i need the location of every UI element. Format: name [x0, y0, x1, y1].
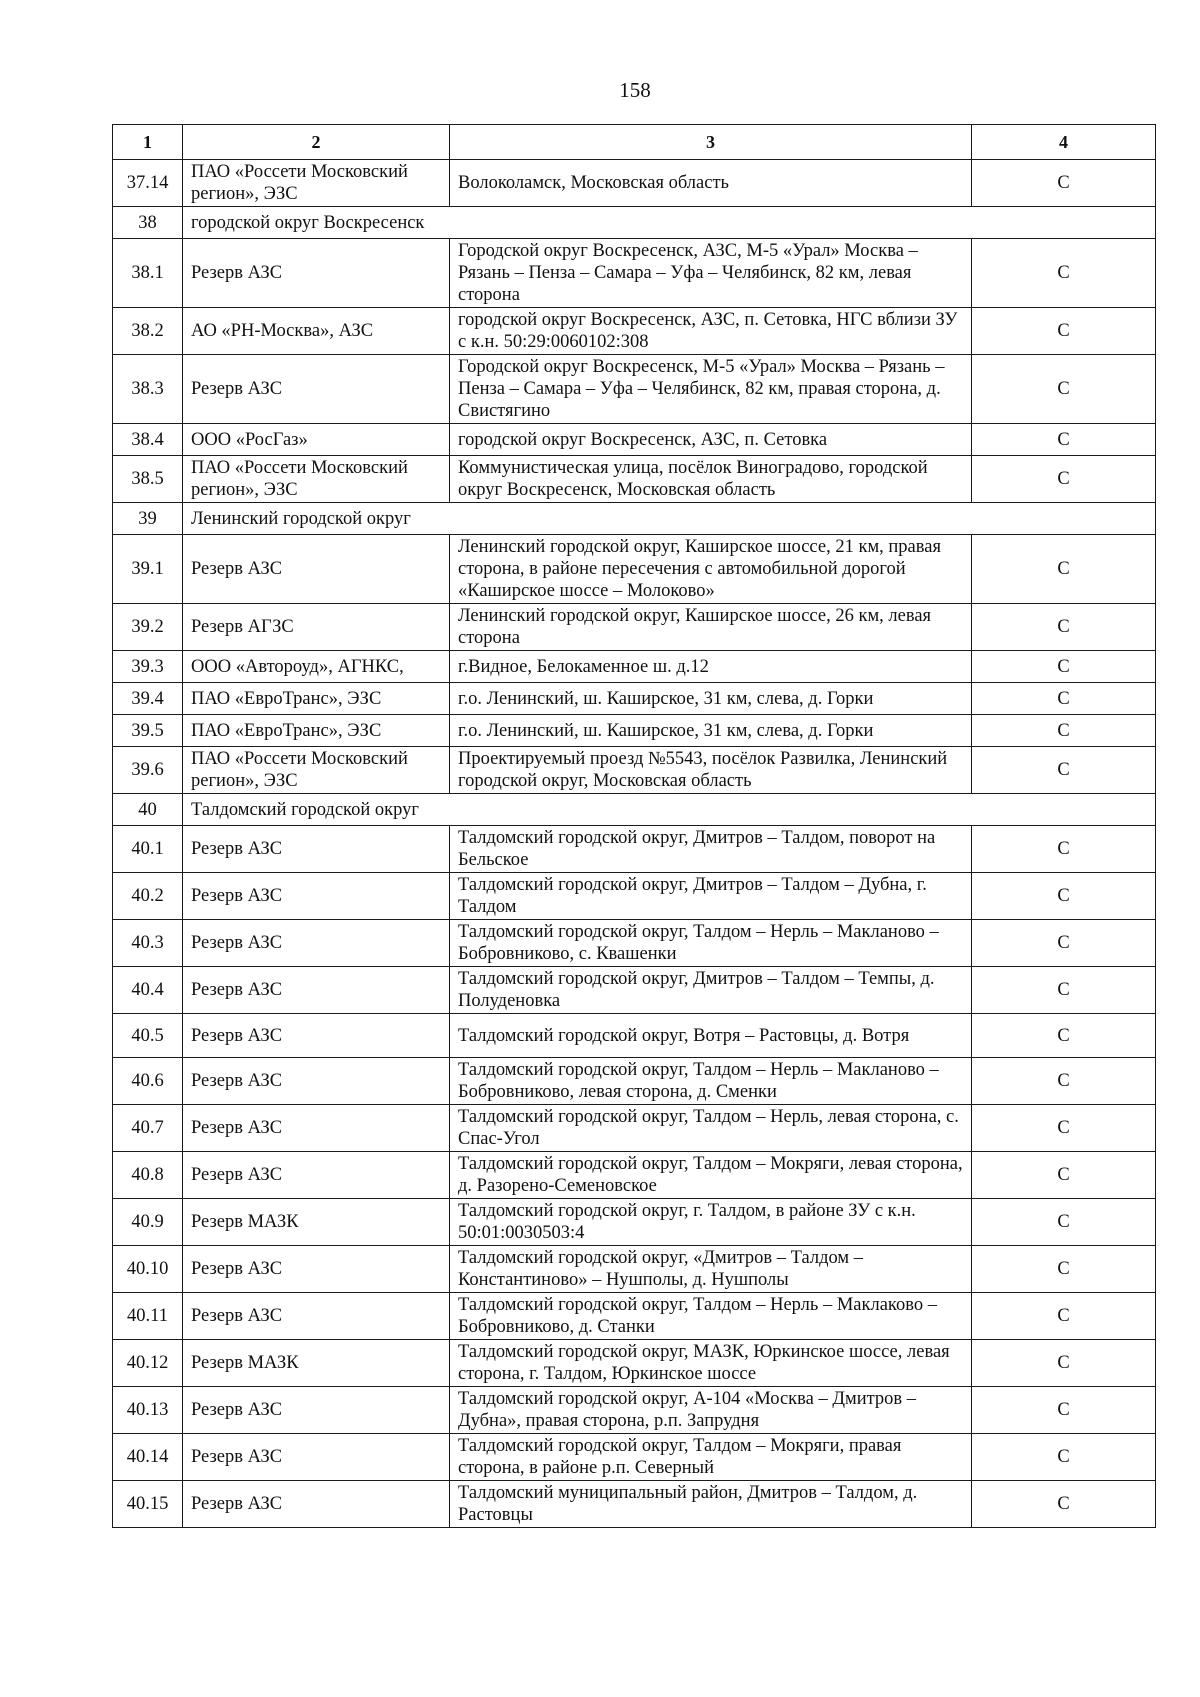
category-cell: С: [972, 456, 1156, 503]
address-cell: Городской округ Воскресенск, АЗС, М-5 «Урал» Москва – Рязань – Пенза – Самара – Уфа – Челябинск, 82 км, левая сторона: [450, 239, 972, 308]
organization-cell: Резерв АЗС: [183, 1014, 450, 1058]
address-cell: Талдомский городской округ, Талдом – Мокряги, правая сторона, в районе р.п. Северный: [450, 1434, 972, 1481]
table-row: [113, 424, 1156, 456]
table-body: [113, 160, 1156, 1528]
table-row: [113, 456, 1156, 503]
row-number: 39: [113, 503, 183, 535]
address-cell: Ленинский городской округ, Каширское шоссе, 21 км, правая сторона, в районе пересечения с автомобильной дорогой «Каширское шоссе – Молоково»: [450, 535, 972, 604]
row-number: 40.8: [113, 1152, 183, 1199]
category-cell: С: [972, 1481, 1156, 1528]
address-cell: Талдомский городской округ, МАЗК, Юркинское шоссе, левая сторона, г. Талдом, Юркинское шоссе: [450, 1340, 972, 1387]
header-col-3: 3: [450, 125, 972, 160]
table-row: [113, 1105, 1156, 1152]
category-cell: С: [972, 1387, 1156, 1434]
category-cell: С: [972, 355, 1156, 424]
address-cell: Ленинский городской округ, Каширское шоссе, 26 км, левая сторона: [450, 604, 972, 651]
table-row: [113, 967, 1156, 1014]
header-col-2: 2: [183, 125, 450, 160]
organization-cell: Резерв МАЗК: [183, 1340, 450, 1387]
table-row: [113, 1340, 1156, 1387]
address-cell: Талдомский муниципальный район, Дмитров – Талдом, д. Растовцы: [450, 1481, 972, 1528]
row-number: 40.7: [113, 1105, 183, 1152]
row-number: 38.4: [113, 424, 183, 456]
group-row: [113, 207, 1156, 239]
row-number: 39.4: [113, 683, 183, 715]
organization-cell: Резерв АЗС: [183, 239, 450, 308]
address-cell: Талдомский городской округ, «Дмитров – Талдом – Константиново» – Нушполы, д. Нушполы: [450, 1246, 972, 1293]
header-col-4: 4: [972, 125, 1156, 160]
row-number: 37.14: [113, 160, 183, 207]
organization-cell: Резерв АЗС: [183, 1481, 450, 1528]
row-number: 38.3: [113, 355, 183, 424]
row-number: 40.14: [113, 1434, 183, 1481]
row-number: 40.5: [113, 1014, 183, 1058]
row-number: 39.1: [113, 535, 183, 604]
row-number: 38: [113, 207, 183, 239]
row-number: 40.11: [113, 1293, 183, 1340]
category-cell: С: [972, 715, 1156, 747]
address-cell: Талдомский городской округ, Талдом – Мокряги, левая сторона, д. Разорено-Семеновское: [450, 1152, 972, 1199]
category-cell: С: [972, 308, 1156, 355]
address-cell: Талдомский городской округ, Дмитров – Талдом – Темпы, д. Полуденовка: [450, 967, 972, 1014]
organization-cell: Резерв АЗС: [183, 967, 450, 1014]
category-cell: С: [972, 967, 1156, 1014]
row-number: 40.6: [113, 1058, 183, 1105]
row-number: 38.2: [113, 308, 183, 355]
table-row: [113, 1058, 1156, 1105]
table-row: [113, 1246, 1156, 1293]
category-cell: С: [972, 424, 1156, 456]
table-row: [113, 1199, 1156, 1246]
category-cell: С: [972, 1246, 1156, 1293]
category-cell: С: [972, 1152, 1156, 1199]
address-cell: Талдомский городской округ, Талдом – Нерль – Макланово – Бобровниково, с. Квашенки: [450, 920, 972, 967]
group-row: [113, 503, 1156, 535]
table-row: [113, 355, 1156, 424]
organization-cell: ПАО «ЕвроТранс», ЭЗС: [183, 683, 450, 715]
table-row: [113, 1434, 1156, 1481]
organization-cell: Резерв АЗС: [183, 535, 450, 604]
organization-cell: Резерв АЗС: [183, 1152, 450, 1199]
table-row: [113, 535, 1156, 604]
address-cell: городской округ Воскресенск, АЗС, п. Сетовка, НГС вблизи ЗУ с к.н. 50:29:0060102:308: [450, 308, 972, 355]
row-number: 39.2: [113, 604, 183, 651]
table-row: [113, 651, 1156, 683]
group-row: [113, 794, 1156, 826]
address-cell: Талдомский городской округ, А-104 «Москва – Дмитров – Дубна», правая сторона, р.п. Запрудня: [450, 1387, 972, 1434]
address-cell: Талдомский городской округ, Дмитров – Талдом, поворот на Бельское: [450, 826, 972, 873]
category-cell: С: [972, 535, 1156, 604]
row-number: 40.2: [113, 873, 183, 920]
row-number: 38.1: [113, 239, 183, 308]
category-cell: С: [972, 683, 1156, 715]
category-cell: С: [972, 1199, 1156, 1246]
table-row: [113, 747, 1156, 794]
organization-cell: Резерв АЗС: [183, 1058, 450, 1105]
row-number: 40.4: [113, 967, 183, 1014]
organization-cell: ООО «Автороуд», АГНКС,: [183, 651, 450, 683]
category-cell: С: [972, 1014, 1156, 1058]
address-cell: Талдомский городской округ, Вотря – Растовцы, д. Вотря: [450, 1014, 972, 1058]
group-title: Ленинский городской округ: [183, 503, 1156, 535]
row-number: 40.12: [113, 1340, 183, 1387]
organization-cell: ООО «РосГаз»: [183, 424, 450, 456]
address-cell: г.Видное, Белокаменное ш. д.12: [450, 651, 972, 683]
address-cell: Талдомский городской округ, г. Талдом, в районе ЗУ с к.н. 50:01:0030503:4: [450, 1199, 972, 1246]
category-cell: С: [972, 651, 1156, 683]
organization-cell: ПАО «ЕвроТранс», ЭЗС: [183, 715, 450, 747]
row-number: 39.5: [113, 715, 183, 747]
organization-cell: Резерв МАЗК: [183, 1199, 450, 1246]
row-number: 40.1: [113, 826, 183, 873]
table-row: [113, 1293, 1156, 1340]
stations-table: [112, 124, 1156, 1528]
header-col-1: 1: [113, 125, 183, 160]
category-cell: С: [972, 1105, 1156, 1152]
table-row: [113, 239, 1156, 308]
row-number: 40.15: [113, 1481, 183, 1528]
table-row: [113, 683, 1156, 715]
category-cell: С: [972, 747, 1156, 794]
table-row: [113, 826, 1156, 873]
row-number: 40.13: [113, 1387, 183, 1434]
organization-cell: Резерв АГЗС: [183, 604, 450, 651]
organization-cell: Резерв АЗС: [183, 1246, 450, 1293]
table-row: [113, 1387, 1156, 1434]
category-cell: С: [972, 873, 1156, 920]
table-row: [113, 920, 1156, 967]
organization-cell: Резерв АЗС: [183, 1387, 450, 1434]
table-row: [113, 1014, 1156, 1058]
organization-cell: ПАО «Россети Московский регион», ЭЗС: [183, 456, 450, 503]
address-cell: Коммунистическая улица, посёлок Виноградово, городской округ Воскресенск, Московская область: [450, 456, 972, 503]
organization-cell: ПАО «Россети Московский регион», ЭЗС: [183, 747, 450, 794]
category-cell: С: [972, 604, 1156, 651]
organization-cell: Резерв АЗС: [183, 355, 450, 424]
row-number: 40.3: [113, 920, 183, 967]
address-cell: г.о. Ленинский, ш. Каширское, 31 км, слева, д. Горки: [450, 715, 972, 747]
address-cell: Талдомский городской округ, Дмитров – Талдом – Дубна, г. Талдом: [450, 873, 972, 920]
address-cell: Волоколамск, Московская область: [450, 160, 972, 207]
address-cell: Талдомский городской округ, Талдом – Нерль – Маклаково – Бобровниково, д. Станки: [450, 1293, 972, 1340]
address-cell: Городской округ Воскресенск, М-5 «Урал» Москва – Рязань – Пенза – Самара – Уфа – Челябинск, 82 км, правая сторона, д. Свистягино: [450, 355, 972, 424]
address-cell: Проектируемый проезд №5543, посёлок Развилка, Ленинский городской округ, Московская область: [450, 747, 972, 794]
group-title: городской округ Воскресенск: [183, 207, 1156, 239]
row-number: 39.6: [113, 747, 183, 794]
organization-cell: АО «РН-Москва», АЗС: [183, 308, 450, 355]
row-number: 40: [113, 794, 183, 826]
category-cell: С: [972, 826, 1156, 873]
address-cell: Талдомский городской округ, Талдом – Нерль – Макланово – Бобровниково, левая сторона, д. Сменки: [450, 1058, 972, 1105]
address-cell: городской округ Воскресенск, АЗС, п. Сетовка: [450, 424, 972, 456]
table-header-row: [113, 125, 1156, 160]
category-cell: С: [972, 160, 1156, 207]
organization-cell: Резерв АЗС: [183, 920, 450, 967]
organization-cell: Резерв АЗС: [183, 873, 450, 920]
table-row: [113, 1481, 1156, 1528]
organization-cell: Резерв АЗС: [183, 1293, 450, 1340]
group-title: Талдомский городской округ: [183, 794, 1156, 826]
row-number: 38.5: [113, 456, 183, 503]
row-number: 39.3: [113, 651, 183, 683]
table-row: [113, 308, 1156, 355]
organization-cell: Резерв АЗС: [183, 1434, 450, 1481]
organization-cell: ПАО «Россети Московский регион», ЭЗС: [183, 160, 450, 207]
row-number: 40.9: [113, 1199, 183, 1246]
organization-cell: Резерв АЗС: [183, 826, 450, 873]
table-row: [113, 604, 1156, 651]
address-cell: Талдомский городской округ, Талдом – Нерль, левая сторона, с. Спас-Угол: [450, 1105, 972, 1152]
category-cell: С: [972, 1058, 1156, 1105]
table-row: [113, 715, 1156, 747]
table-row: [113, 1152, 1156, 1199]
category-cell: С: [972, 920, 1156, 967]
category-cell: С: [972, 239, 1156, 308]
table-row: [113, 873, 1156, 920]
page-number: 158: [619, 78, 651, 102]
row-number: 40.10: [113, 1246, 183, 1293]
organization-cell: Резерв АЗС: [183, 1105, 450, 1152]
category-cell: С: [972, 1293, 1156, 1340]
category-cell: С: [972, 1340, 1156, 1387]
address-cell: г.о. Ленинский, ш. Каширское, 31 км, слева, д. Горки: [450, 683, 972, 715]
category-cell: С: [972, 1434, 1156, 1481]
table-row: [113, 160, 1156, 207]
